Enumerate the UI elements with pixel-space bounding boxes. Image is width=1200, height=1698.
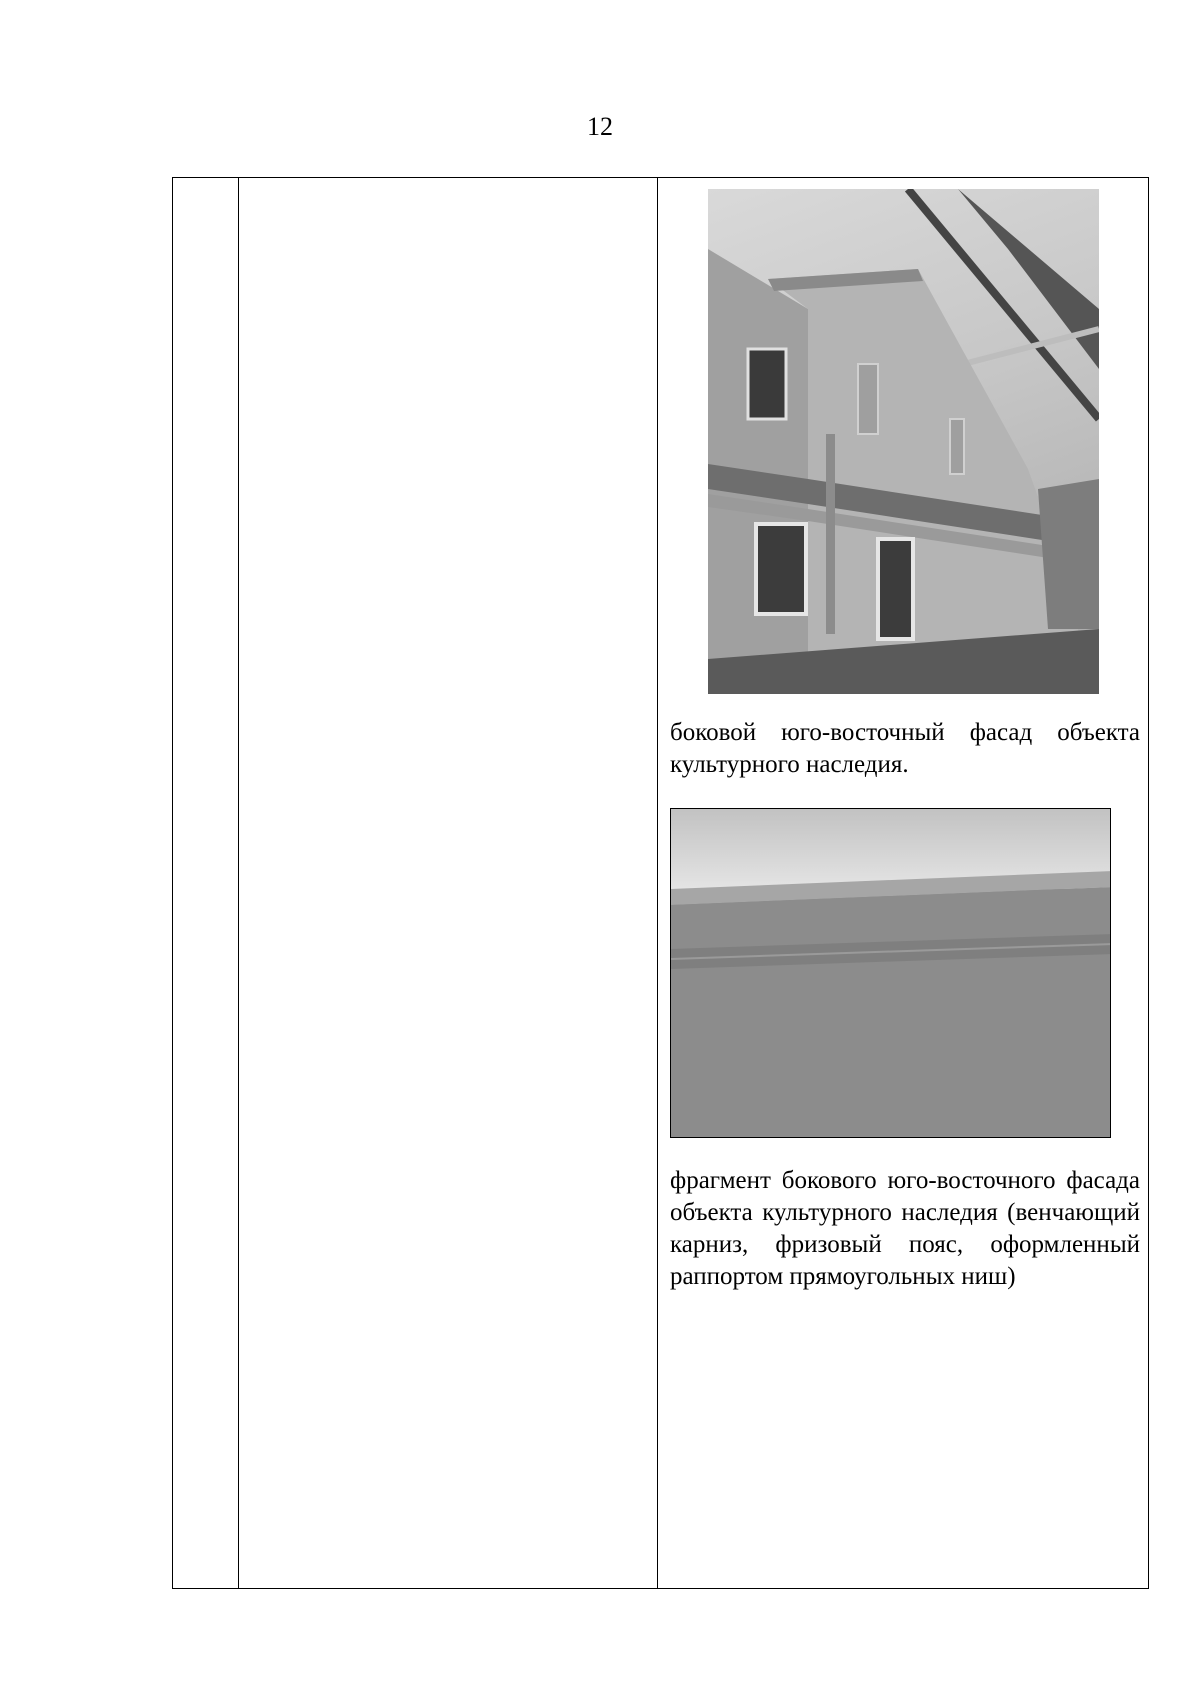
table-column-divider-1 xyxy=(238,178,239,1588)
photo-caption-2: фрагмент бокового юго-восточного фасада объекта культурного наследия (венчающий карниз, фризовый пояс, оформленный раппортом прямоугольных ниш) xyxy=(670,1167,1140,1290)
cornice-fragment-photo xyxy=(670,808,1111,1138)
southeast-side-facade-photo xyxy=(708,189,1099,694)
page-number: 12 xyxy=(587,112,613,141)
photo-caption-1: боковой юго-восточный фасад объекта культурного наследия. xyxy=(670,719,1140,778)
table-column-divider-2 xyxy=(657,178,658,1588)
document-table xyxy=(172,177,1149,1589)
